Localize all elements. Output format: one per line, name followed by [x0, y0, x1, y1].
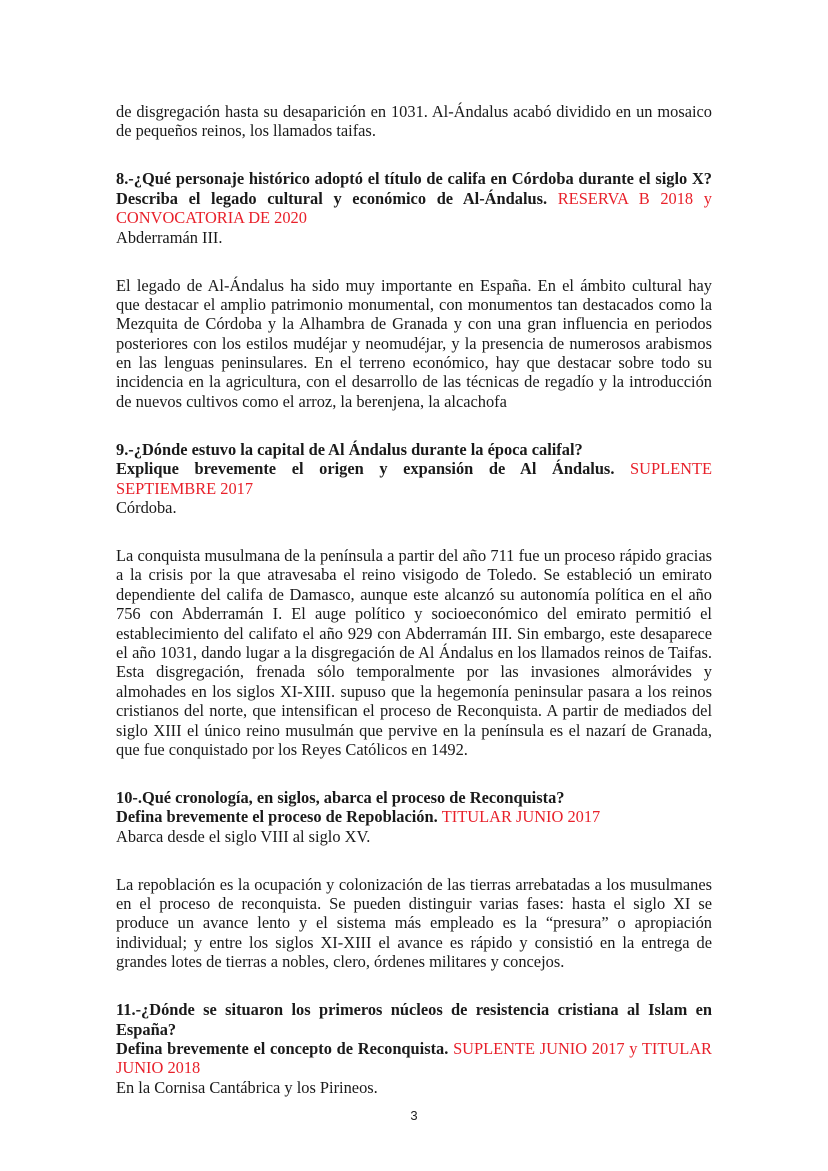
exam-session-tag: SUPLENTE	[630, 459, 712, 479]
answer-paragraph	[116, 276, 712, 412]
text-line	[116, 952, 712, 971]
text-line	[116, 276, 712, 295]
answer-text: a la crisis por la que atravesaba el reino visigodo de Toledo. Se estableció un emirato	[116, 565, 712, 585]
answer-text: Mezquita de Córdoba y la Alhambra de Granada y con una gran influencia en periodos	[116, 314, 712, 334]
text-line	[116, 459, 712, 478]
answer-text: La conquista musulmana de la península a partir del año 711 fue un proceso rápido gracias	[116, 546, 712, 566]
text-line	[116, 933, 712, 952]
answer-text: Abderramán III.	[116, 227, 223, 247]
exam-session-tag: JUNIO 2018	[116, 1058, 201, 1078]
text-line	[116, 1000, 712, 1019]
exam-session-tag: RESERVA B 2018 y	[557, 188, 712, 208]
exam-session-tag: TITULAR JUNIO 2017	[441, 807, 601, 827]
text-line	[116, 121, 712, 140]
answer-text: almohades en los siglos XI-XIII. supuso que la hegemonía peninsular pasara a los reinos	[116, 681, 712, 701]
answer-text: en el proceso de reconquista. Se pueden distinguir varias fases: hasta el siglo XI se	[116, 894, 712, 914]
answer-text: individual; y entre los siglos XI-XIII el avance es rápido y consistió en la entrega de	[116, 932, 712, 952]
answer-text: de nuevos cultivos como el arroz, la berenjena, la alcachofa	[116, 391, 507, 411]
text-line	[116, 314, 712, 333]
answer-text: Abarca desde el siglo VIII al siglo XV.	[116, 826, 371, 846]
text-line	[116, 372, 712, 391]
answer-text: cristianos del norte, que intensifican el proceso de Reconquista. A partir de mediados del	[116, 701, 712, 721]
question-text: España?	[116, 1019, 177, 1039]
answer-text: produce un avance lento y el sistema más empleado es la “presura” o apropiación	[116, 913, 712, 933]
text-line	[116, 169, 712, 188]
text-line	[116, 565, 712, 584]
answer-text: posteriores con los estilos mudéjar y neomudéjar, y la presencia de numerosos arabismos	[116, 333, 712, 353]
text-line	[116, 228, 712, 247]
text-line	[116, 662, 712, 681]
question-text: Defina brevemente el proceso de Repoblación.	[116, 807, 442, 827]
question-text: 10-.Qué cronología, en siglos, abarca el proceso de Reconquista?	[116, 787, 565, 807]
text-line	[116, 334, 712, 353]
question-block	[116, 1000, 712, 1097]
text-line	[116, 740, 712, 759]
text-line	[116, 643, 712, 662]
answer-text: El legado de Al-Ándalus ha sido muy importante en España. En el ámbito cultural hay	[116, 275, 712, 295]
text-line	[116, 1058, 712, 1077]
text-line	[116, 682, 712, 701]
question-text: Describa el legado cultural y económico de Al-Ándalus.	[116, 188, 558, 208]
answer-text: Esta disgregación, frenada sólo temporalmente por las invasiones almorávides y	[116, 662, 712, 682]
answer-text: grandes lotes de tierras a nobles, clero, órdenes militares y concejos.	[116, 952, 565, 972]
text-line	[116, 479, 712, 498]
answer-paragraph	[116, 875, 712, 972]
question-text: Defina brevemente el concepto de Reconquista.	[116, 1039, 454, 1058]
text-line	[116, 788, 712, 807]
answer-text: establecimiento del califato el año 929 con Abderramán III. Sin embargo, este desaparece	[116, 623, 712, 643]
text-line	[116, 546, 712, 565]
answer-text: siglo XIII el único reino musulmán que pervive en la península es el nazarí de Granada,	[116, 720, 712, 740]
answer-text: dependiente del califa de Damasco, aunque este alcanzó su autonomía política en el año	[116, 584, 712, 604]
answer-paragraph	[116, 102, 712, 141]
answer-text: en las lenguas peninsulares. En el terreno económico, hay que destacar sobre todo su	[116, 353, 712, 373]
question-block	[116, 169, 712, 247]
question-block	[116, 440, 712, 518]
exam-session-tag: SUPLENTE JUNIO 2017 y TITULAR	[453, 1039, 712, 1058]
text-line	[116, 353, 712, 372]
answer-text: Córdoba.	[116, 498, 177, 518]
answer-text: 756 con Abderramán I. El auge político y socioeconómico del emirato permitió el	[116, 604, 712, 624]
answer-text: de disgregación hasta su desaparición en 1031. Al-Ándalus acabó dividido en un mosaico	[116, 102, 712, 121]
document-body	[116, 102, 712, 1126]
answer-text: que fue conquistado por los Reyes Católicos en 1492.	[116, 739, 468, 759]
question-text: Explique brevemente el origen y expansión de Al Ándalus.	[116, 459, 631, 479]
text-line	[116, 807, 712, 826]
answer-text: el año 1031, dando lugar a la disgregación de Al Ándalus en los llamados reinos de Taifas.	[116, 642, 712, 662]
answer-text: que destacar el amplio patrimonio monumental, con monumentos tan destacados como la	[116, 294, 712, 314]
text-line	[116, 392, 712, 411]
text-line	[116, 208, 712, 227]
text-line	[116, 295, 712, 314]
text-line	[116, 189, 712, 208]
text-line	[116, 1039, 712, 1058]
page-number: 3	[410, 1108, 418, 1123]
text-line	[116, 604, 712, 623]
text-line	[116, 440, 712, 459]
text-line	[116, 701, 712, 720]
text-line	[116, 498, 712, 517]
exam-session-tag: SEPTIEMBRE 2017	[116, 478, 254, 498]
answer-text: incidencia en la agricultura, con el desarrollo de las técnicas de regadío y la introducción	[116, 372, 712, 392]
answer-text: La repoblación es la ocupación y colonización de las tierras arrebatadas a los musulmanes	[116, 874, 712, 894]
text-line	[116, 585, 712, 604]
answer-text: En la Cornisa Cantábrica y los Pirineos.	[116, 1077, 378, 1097]
exam-session-tag: CONVOCATORIA DE 2020	[116, 208, 307, 228]
question-block	[116, 788, 712, 846]
text-line	[116, 721, 712, 740]
question-text: 11.-¿Dónde se situaron los primeros núcleos de resistencia cristiana al Islam en	[116, 1000, 712, 1020]
text-line	[116, 624, 712, 643]
text-line	[116, 913, 712, 932]
text-line	[116, 1020, 712, 1039]
text-line	[116, 102, 712, 121]
answer-text: de pequeños reinos, los llamados taifas.	[116, 121, 376, 141]
text-line	[116, 1078, 712, 1097]
text-line	[116, 827, 712, 846]
answer-paragraph	[116, 546, 712, 759]
question-text: 9.-¿Dónde estuvo la capital de Al Ándalus durante la época califal?	[116, 439, 583, 459]
text-line	[116, 875, 712, 894]
text-line	[116, 894, 712, 913]
question-text: 8.-¿Qué personaje histórico adoptó el título de califa en Córdoba durante el siglo X?	[116, 169, 712, 189]
